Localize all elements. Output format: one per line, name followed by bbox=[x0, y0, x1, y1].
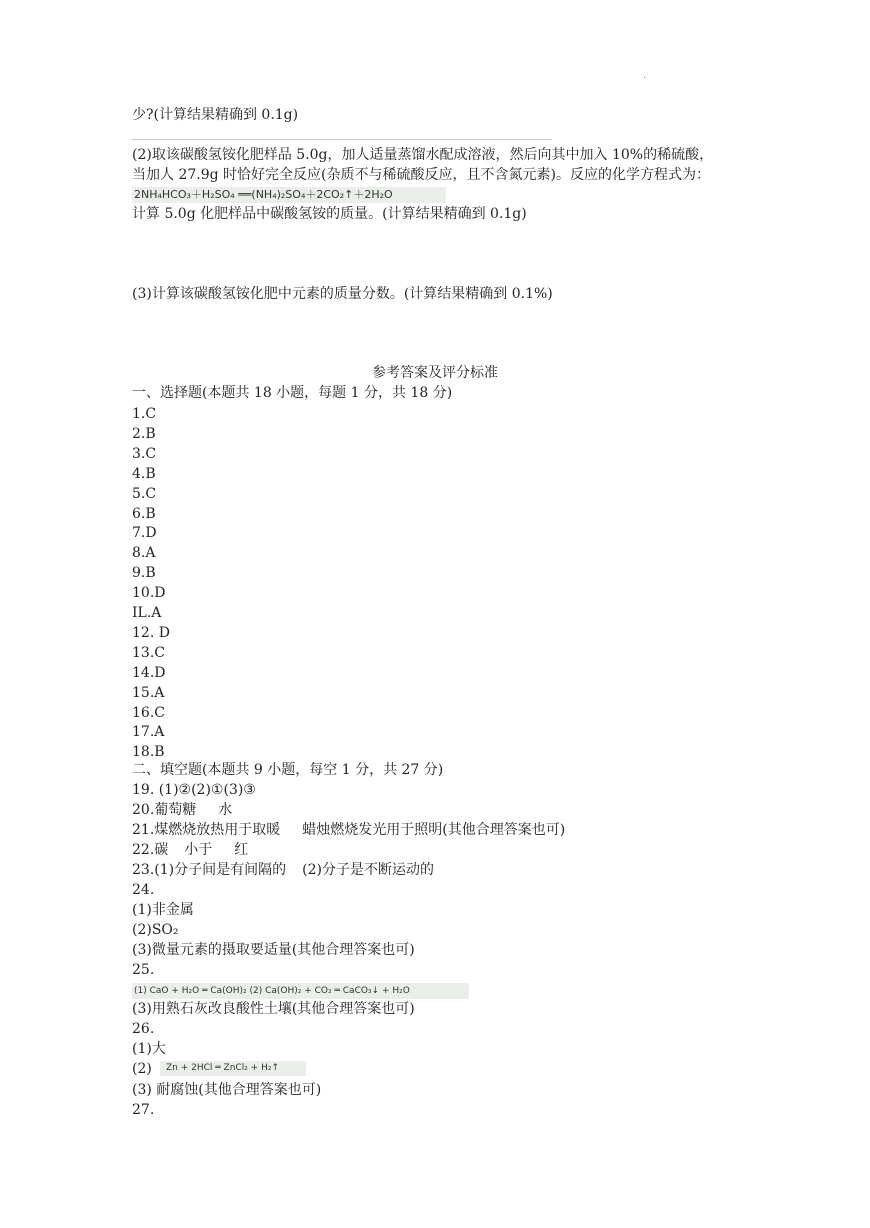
choice-answer-item: IL.A bbox=[132, 605, 162, 621]
answer-24-2: (2)SO₂ bbox=[132, 922, 179, 938]
question-part1-tail: 少?(计算结果精确到 0.1g) bbox=[132, 107, 299, 123]
choice-answer-item: 3.C bbox=[132, 445, 157, 462]
answer-20-part1: 20.葡萄糖 bbox=[132, 802, 197, 818]
choice-answer-item: 1.C bbox=[132, 406, 157, 422]
choice-answer-item: 16.C bbox=[132, 704, 165, 721]
question-part2-line1: (2)取该碳酸氢铵化肥样品 5.0g，加人适量蒸馏水配成溶液，然后向其中加入 10%的稀硫酸， bbox=[132, 147, 714, 163]
answer-27-number: 27. bbox=[132, 1102, 155, 1118]
choice-answer-item: 7.D bbox=[132, 525, 157, 542]
choice-answer-item: 17.A bbox=[132, 724, 165, 741]
answer-23-part2: (2)分子是不断运动的 bbox=[302, 862, 434, 878]
answer-22 bbox=[132, 841, 248, 859]
choice-answer-item: 6.B bbox=[132, 505, 156, 522]
answer-26-1: (1)大 bbox=[132, 1041, 166, 1057]
answer-22-part3: 红 bbox=[234, 842, 249, 858]
answer-26-2-label: (2) bbox=[132, 1061, 152, 1077]
answer-26-number: 26. bbox=[132, 1021, 155, 1037]
reaction-equation-image: 2NH₄HCO₃＋H₂SO₄ ══(NH₄)₂SO₄＋2CO₂↑＋2H₂O bbox=[132, 187, 446, 203]
answer-21-part1: 21.煤燃烧放热用于取暖 bbox=[132, 822, 281, 838]
answer-19: 19. (1)②(2)①(3)③ bbox=[132, 782, 256, 798]
choice-answer-item: 4.B bbox=[132, 465, 156, 482]
question-part2-line2: 当加人 27.9g 时恰好完全反应(杂质不与稀硫酸反应，且不含氮元素)。反应的化学方程式为： bbox=[132, 167, 710, 183]
page-marker: . bbox=[643, 70, 647, 81]
choice-answer-item: 9.B bbox=[132, 565, 156, 582]
answer-24-number: 24. bbox=[132, 882, 155, 898]
answer-23 bbox=[132, 861, 434, 879]
choice-answer-item: 5.C bbox=[132, 485, 157, 502]
answer-23-part1: 23.(1)分子间是有间隔的 bbox=[132, 862, 287, 878]
answer-25-number: 25. bbox=[132, 962, 155, 978]
answer-26-equation-image: Zn + 2HCl ═ ZnCl₂ + H₂↑ bbox=[160, 1061, 306, 1076]
divider-line bbox=[132, 139, 552, 140]
answer-21 bbox=[132, 821, 565, 839]
choice-answer-item: 2.B bbox=[132, 425, 156, 442]
choice-answer-item: 8.A bbox=[132, 545, 156, 562]
choice-answer-item: 18.B bbox=[132, 744, 165, 761]
question-part3: (3)计算该碳酸氢铵化肥中元素的质量分数。(计算结果精确到 0.1%) bbox=[132, 286, 553, 302]
question-part2-line3: 计算 5.0g 化肥样品中碳酸氢铵的质量。(计算结果精确到 0.1g) bbox=[132, 206, 527, 222]
answer-22-part2: 小于 bbox=[184, 842, 213, 858]
answer-25-3: (3)用熟石灰改良酸性土壤(其他合理答案也可) bbox=[132, 1001, 415, 1017]
answer-21-part2: 蜡烛燃烧发光用于照明(其他合理答案也可) bbox=[302, 822, 566, 838]
answer-20-part2: 水 bbox=[218, 802, 233, 818]
choice-answer-item: 14.D bbox=[132, 664, 166, 681]
answer-22-part1: 22.碳 bbox=[132, 842, 169, 858]
answers-title: 参考答案及评分标准 bbox=[372, 365, 498, 381]
section1-title: 一、选择题(本题共 18 小题，每题 1 分，共 18 分) bbox=[132, 385, 453, 401]
choice-answer-item: 15.A bbox=[132, 684, 165, 701]
section2-title: 二、填空题(本题共 9 小题，每空 1 分，共 27 分) bbox=[132, 762, 444, 778]
answer-24-3: (3)微量元素的摄取要适量(其他合理答案也可) bbox=[132, 942, 415, 958]
answer-24-1: (1)非金属 bbox=[132, 902, 194, 918]
answer-25-equations-image: (1) CaO + H₂O ═ Ca(OH)₂ (2) Ca(OH)₂ + CO₂ ═ CaCO₃↓ + H₂O bbox=[132, 983, 469, 999]
answer-20 bbox=[132, 801, 232, 819]
answer-26-3: (3) 耐腐蚀(其他合理答案也可) bbox=[132, 1082, 322, 1098]
choice-answer-item: 13.C bbox=[132, 644, 165, 661]
choice-answer-item: 10.D bbox=[132, 585, 166, 602]
choice-answer-item: 12. D bbox=[132, 624, 170, 641]
